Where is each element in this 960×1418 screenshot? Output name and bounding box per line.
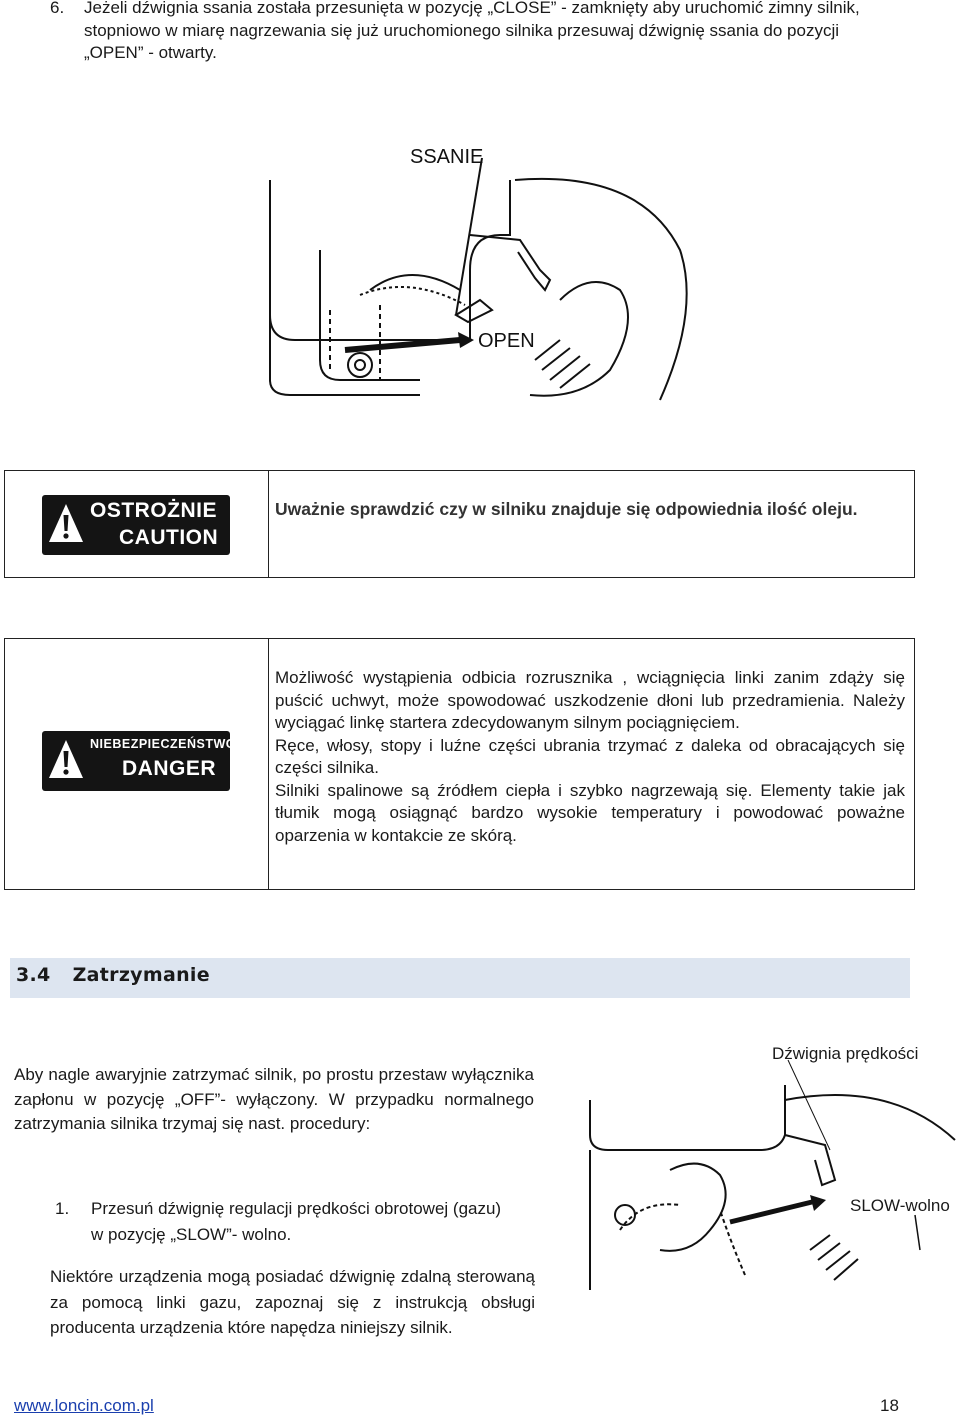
choke-lever-figure (260, 140, 700, 440)
remote-lever-note: Niektóre urządzenia mogą posiadać dźwignię zdalną sterowaną za pomocą linki gazu, zapoznaj się z instrukcją obsługi producenta urządzenia które napędza niniejszy silnik. (50, 1267, 535, 1337)
danger-paragraph: Możliwość wystąpienia odbicia rozrusznika , wciągnięcia linki zanim zdąży się puścić uchwyt, może spowodować uszkodzenie dłoni lub przedramienia. Należy wyciągać linkę startera zdecydowanym silnym pociągnięciem. (275, 668, 905, 732)
danger-badge (42, 731, 237, 791)
speed-lever-figure (560, 1040, 960, 1290)
caution-label-en: CAUTION (119, 526, 219, 549)
instruction-item-6 (50, 0, 890, 65)
section-number: 3.4 (16, 964, 51, 986)
item-text: Jeżeli dźwignia ssania została przesunięta w pozycję „CLOSE” - zamknięty aby uruchomić zimny silnik, stopniowo w miarę nagrzewania się już uruchomionego silnika przesuwaj dźwignię ssania do pozycji „OPEN” - otwarty. (84, 0, 860, 62)
warning-triangle-icon (46, 736, 86, 784)
website-link[interactable]: www.loncin.com.pl (14, 1396, 154, 1415)
choke-label: SSANIE (410, 146, 484, 168)
warning-triangle-icon (46, 500, 86, 548)
step-number: 1. (55, 1199, 70, 1218)
page-number: 18 (880, 1396, 899, 1415)
danger-label-en: DANGER (122, 757, 217, 780)
slow-label: SLOW-wolno (850, 1196, 950, 1215)
danger-box (4, 638, 915, 890)
caution-badge (42, 495, 230, 555)
open-label: OPEN (478, 330, 535, 352)
danger-paragraph: Silniki spalinowe są źródłem ciepła i szybko nagrzewają się. Elementy takie jak tłumik mogą osiągnąć bardzo wysokie temperatury i powodować poważne oparzenia w kontakcie ze skórą. (275, 780, 905, 845)
step-text: Przesuń dźwignię regulacji prędkości obrotowej (gazu) w pozycję „SLOW”- wolno. (91, 1199, 502, 1244)
engine-throttle-illustration (560, 1040, 960, 1290)
caution-text: Uważnie sprawdzić czy w silniku znajduje się odpowiednia ilość oleju. (275, 499, 858, 519)
box-divider (268, 639, 269, 889)
stop-intro-text: Aby nagle awaryjnie zatrzymać silnik, po prostu przestaw wyłącznika zapłonu w pozycję „OFF”- wyłączony. W przypadku normalnego zatrzymania silnika trzymaj się nast. procedury: (14, 1065, 534, 1133)
danger-paragraph: Ręce, włosy, stopy i luźne części ubrania trzymać z daleka od obracających się części silnika. (275, 735, 905, 777)
caution-box (4, 470, 915, 578)
item-number: 6. (50, 0, 65, 17)
speed-lever-label: Dźwignia prędkości (772, 1044, 919, 1063)
caution-label-pl: OSTROŻNIE (90, 499, 218, 522)
danger-text (275, 667, 905, 847)
danger-label-pl: NIEBEZPIECZEŃSTWO (90, 737, 237, 751)
step-1 (55, 1196, 515, 1248)
section-title: Zatrzymanie (72, 964, 210, 986)
section-heading (16, 964, 210, 986)
box-divider (268, 471, 269, 577)
engine-choke-illustration (260, 140, 700, 440)
